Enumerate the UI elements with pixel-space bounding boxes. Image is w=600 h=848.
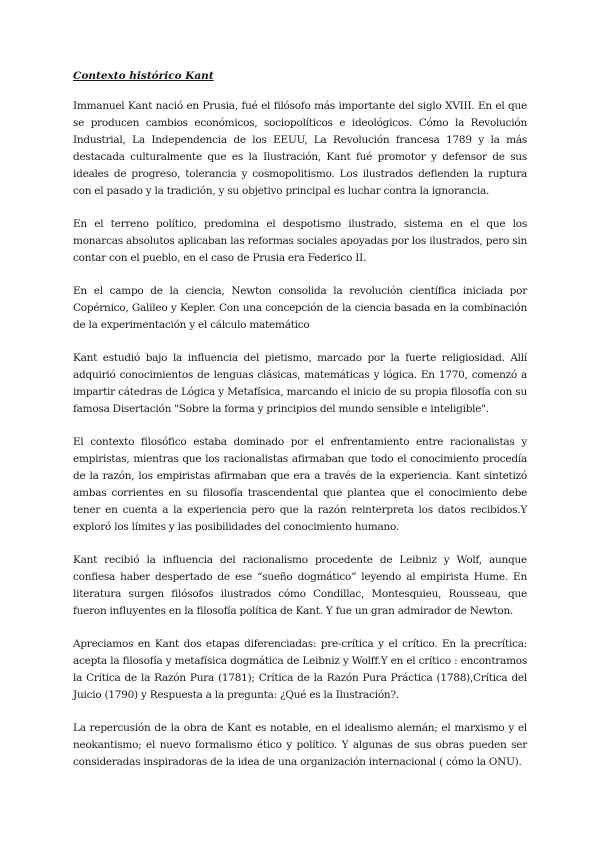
document-body: [73, 68, 527, 787]
paragraph-repercussion: La repercusión de la obra de Kant es notable, en el idealismo alemán; el marxismo y el neokantismo; el nuevo formalismo ético y político. Y algunas de sus obras pueden ser consideradas inspiradoras de la idea de una organización internacional ( cómo la ONU).: [73, 722, 527, 768]
paragraph-education: Kant estudió bajo la influencia del pietismo, marcado por la fuerte religiosidad. Allí adquirió conocimientos de lenguas clásicas, matemáticas y lógica. En 1770, comenzó a impartir cátedras de Lógica y Metafísica, marcando el inicio de su propia filosofía con su famosa Disertación "Sobre la forma y principios del mundo sensible e inteligible".: [73, 352, 527, 415]
paragraph-philosophical-context: El contexto filosófico estaba dominado por el enfrentamiento entre racionalistas y empiristas, mientras que los racionalistas afirmaban que todo el conocimiento procedía de la razón, los empiristas afirmaban que era a través de la experiencia. Kant sintetizó ambas corrientes en su filosofía trascendental que plantea que el conocimiento debe tener en cuenta a la experiencia pero que la razón reinterpreta los datos recibidos.Y exploró los límites y las posibilidades del conocimiento humano.: [73, 436, 527, 533]
document-title: Contexto histórico Kant: [73, 70, 214, 82]
paragraph-influences: Kant recibió la influencia del racionalismo procedente de Leibniz y Wolf, aunque confiesa haber despertado de ese “sueño dogmático” leyendo al empirista Hume. En literatura surgen filósofos ilustrados cómo Condillac, Montesquieu, Rousseau, que fueron influyentes en la filosofía política de Kant. Y fue un gran admirador de Newton.: [73, 554, 527, 617]
paragraph-science: En el campo de la ciencia, Newton consolida la revolución científica iniciada por Copérnico, Galileo y Kepler. Con una concepción de la ciencia basada en la combinación de la experimentación y el cálculo matemático: [73, 285, 527, 331]
paragraph-stages: Apreciamos en Kant dos etapas diferenciadas: pre-crítica y el crítico. En la precrítica: acepta la filosofía y metafísica dogmática de Leibniz y Wolff.Y en el crítico : encontramos la Crítica de la Razón Pura (1781); Crítica de la Razón Pura Práctica (1788),Crítica del Juicio (1790) y Respuesta a la pregunta: ¿Qué es la Ilustración?.: [73, 638, 527, 701]
paragraph-politics: En el terreno político, predomina el despotismo ilustrado, sistema en el que los monarcas absolutos aplicaban las reformas sociales apoyadas por los ilustrados, pero sin contar con el pueblo, en el caso de Prusia era Federico II.: [73, 218, 527, 264]
paragraph-biography: Immanuel Kant nació en Prusia, fué el filósofo más importante del siglo XVIII. En el que se producen cambios económicos, sociopolíticos e ideológicos. Cómo la Revolución Industrial, La Independencia de los EEUU, La Revolución francesa 1789 y la más destacada culturalmente que es la Ilustración, Kant fué promotor y defensor de sus ideales de progreso, tolerancia y cosmopolitismo. Los ilustrados defienden la ruptura con el pasado y la tradición, y su objetivo principal es luchar contra la ignorancia.: [73, 100, 527, 197]
